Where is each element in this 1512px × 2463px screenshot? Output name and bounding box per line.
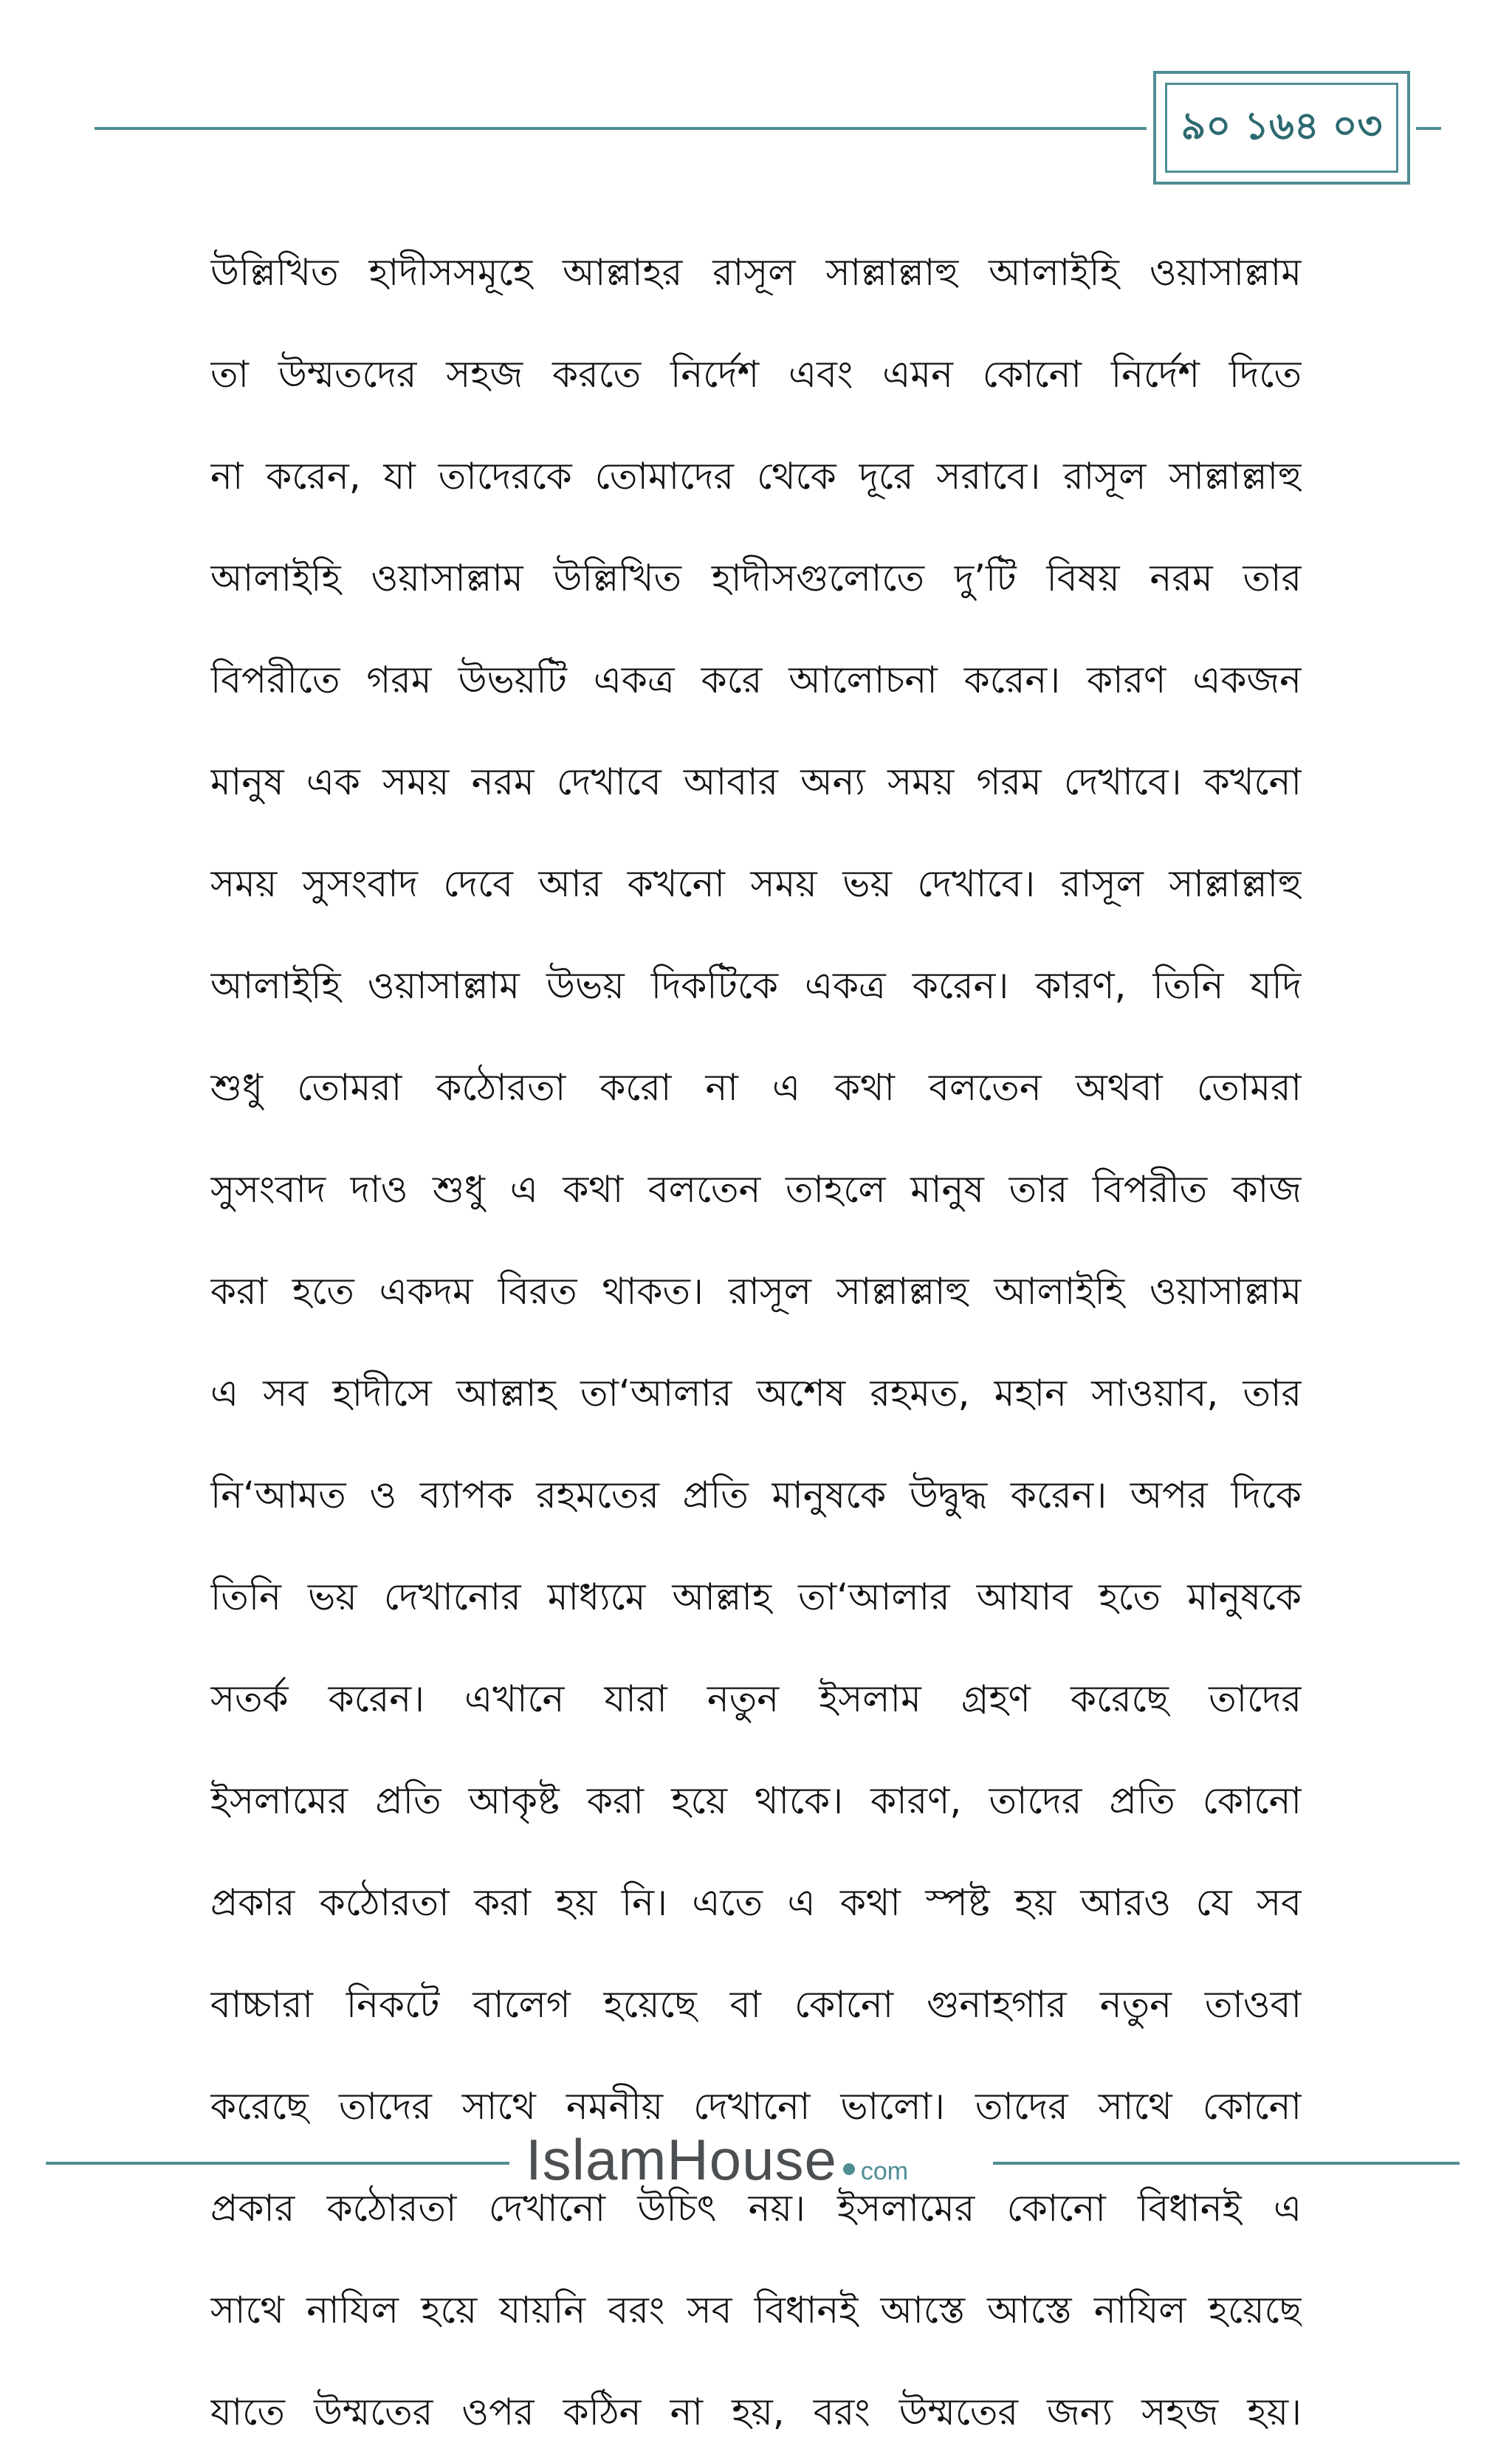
islamhouse-logo <box>526 2126 976 2200</box>
text-line: বিপরীতে গরম উভয়টি একত্র করে আলোচনা করেন। কারণ একজন <box>210 659 1302 701</box>
text-line: সতর্ক করেন। এখানে যারা নতুন ইসলাম গ্রহণ করেছে তাদের <box>210 1677 1302 1720</box>
text-line: ইসলামের প্রতি আকৃষ্ট করা হয়ে থাকে। কারণ, তাদের প্রতি কোনো <box>210 1779 1302 1822</box>
text-line: করা হতে একদম বিরত থাকত। রাসূল সাল্লাল্লাহু আলাইহি ওয়াসাল্লাম <box>210 1270 1302 1313</box>
text-line: করেছে তাদের সাথে নমনীয় দেখানো ভালো। তাদের সাথে কোনো <box>210 2085 1302 2128</box>
page-number: ৯০ ১৬৪ ০৩ <box>1181 103 1383 148</box>
text-line: মানুষ এক সময় নরম দেখাবে আবার অন্য সময় গরম দেখাবে। কখনো <box>210 760 1302 803</box>
text-line: সময় সুসংবাদ দেবে আর কখনো সময় ভয় দেখাবে। রাসূল সাল্লাল্লাহু <box>210 862 1302 905</box>
text-line: উল্লিখিত হাদীসসমূহে আল্লাহর রাসূল সাল্লাল্লাহু আলাইহি ওয়াসাল্লাম <box>210 251 1302 294</box>
footer-divider-right <box>993 2162 1460 2165</box>
text-line: শুধু তোমরা কঠোরতা করো না এ কথা বলতেন অথবা তোমরা <box>210 1066 1302 1109</box>
text-line: আলাইহি ওয়াসাল্লাম উল্লিখিত হাদীসগুলোতে দু’টি বিষয় নরম তার <box>210 557 1302 600</box>
logo-domain-suffix: com <box>860 2157 909 2185</box>
text-line: সুসংবাদ দাও শুধু এ কথা বলতেন তাহলে মানুষ তার বিপরীত কাজ <box>210 1168 1302 1211</box>
page-number-frame <box>1165 83 1398 173</box>
text-line: নি‘আমত ও ব্যাপক রহমতের প্রতি মানুষকে উদ্বুদ্ধ করেন। অপর দিকে <box>210 1474 1302 1516</box>
logo-dot-icon <box>843 2163 855 2175</box>
logo-wordmark: IslamHouse <box>526 2127 837 2192</box>
text-line: বাচ্চারা নিকটে বালেগ হয়েছে বা কোনো গুনাহগার নতুন তাওবা <box>210 1983 1302 2026</box>
page-number-badge <box>1153 71 1410 185</box>
header-divider-left <box>94 127 1147 130</box>
header-divider-right <box>1416 127 1441 130</box>
text-line: এ সব হাদীসে আল্লাহ তা‘আলার অশেষ রহমত, মহান সাওয়াব, তার <box>210 1372 1302 1415</box>
text-line: প্রকার কঠোরতা দেখানো উচিৎ নয়। ইসলামের কোনো বিধানই এ <box>210 2187 1302 2230</box>
text-line: তিনি ভয় দেখানোর মাধ্যমে আল্লাহ তা‘আলার আযাব হতে মানুষকে <box>210 1576 1302 1618</box>
footer-divider-left <box>46 2162 509 2165</box>
text-line: তা উম্মতদের সহজ করতে নির্দেশ এবং এমন কোনো নির্দেশ দিতে <box>210 353 1302 396</box>
text-line: সাথে নাযিল হয়ে যায়নি বরং সব বিধানই আস্তে আস্তে নাযিল হয়েছে <box>210 2289 1302 2332</box>
text-line: প্রকার কঠোরতা করা হয় নি। এতে এ কথা স্পষ্ট হয় আরও যে সব <box>210 1881 1302 1924</box>
text-line: আলাইহি ওয়াসাল্লাম উভয় দিকটিকে একত্র করেন। কারণ, তিনি যদি <box>210 964 1302 1007</box>
text-line: যাতে উম্মতের ওপর কঠিন না হয়, বরং উম্মতের জন্য সহজ হয়। <box>210 2391 1302 2433</box>
text-line: না করেন, যা তাদেরকে তোমাদের থেকে দূরে সরাবে। রাসূল সাল্লাল্লাহু <box>210 455 1302 498</box>
